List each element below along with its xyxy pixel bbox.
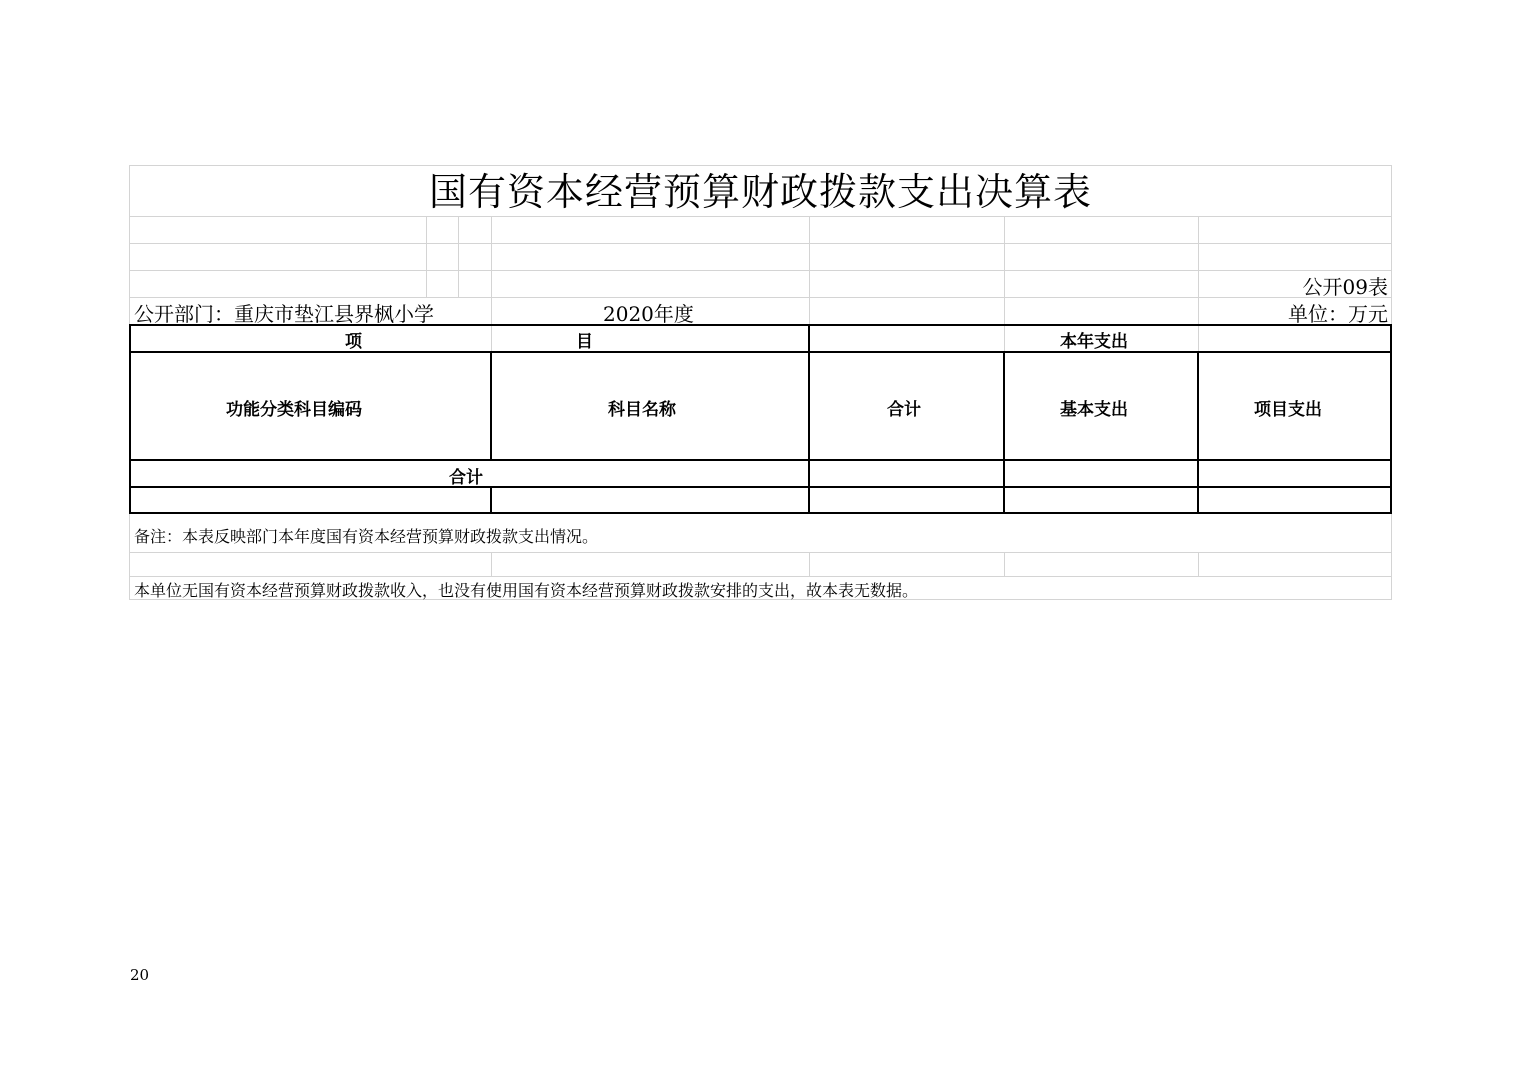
remark-note: 备注：本表反映部门本年度国有资本经营预算财政拨款支出情况。 (134, 527, 599, 546)
table-border (808, 324, 810, 514)
table-border (490, 486, 492, 513)
column-code: 功能分类科目编码 (226, 400, 362, 420)
header-current-year: 本年支出 (1060, 332, 1128, 352)
grid-line (1198, 552, 1199, 576)
table-border (129, 351, 1392, 353)
header-item-left: 项 (345, 332, 362, 352)
grid-line (129, 243, 1392, 244)
grid-line (129, 216, 1392, 217)
grid-line (1004, 552, 1005, 576)
page-number: 20 (130, 966, 150, 984)
table-border (129, 324, 1392, 326)
report-year: 2020年度 (603, 302, 694, 326)
table-border (1197, 351, 1199, 513)
report-title: 国有资本经营预算财政拨款支出决算表 (428, 170, 1092, 214)
table-border (129, 512, 1392, 514)
column-project: 项目支出 (1254, 400, 1322, 420)
header-item-right: 目 (576, 332, 593, 352)
table-border (490, 351, 492, 461)
table-code: 公开09表 (1302, 275, 1388, 299)
grid-line (458, 216, 459, 297)
column-total: 合计 (887, 400, 921, 420)
table-border (129, 486, 1392, 488)
grid-line (129, 576, 1392, 577)
grid-line (426, 216, 427, 297)
grid-line (1004, 216, 1005, 351)
column-name: 科目名称 (608, 400, 676, 420)
grid-line (809, 552, 810, 576)
table-border (1003, 351, 1005, 513)
grid-line (1198, 216, 1199, 351)
table-border (129, 324, 131, 514)
total-row-label: 合计 (449, 468, 483, 488)
department-label: 公开部门：重庆市垫江县界枫小学 (134, 302, 434, 326)
explanation-note: 本单位无国有资本经营预算财政拨款收入，也没有使用国有资本经营预算财政拨款安排的支出，故本表无数据。 (134, 581, 919, 600)
table-border (1390, 324, 1392, 514)
grid-line (129, 270, 1392, 271)
grid-line (491, 216, 492, 351)
column-basic: 基本支出 (1060, 400, 1128, 420)
table-border (129, 459, 1392, 461)
grid-line (129, 552, 1392, 553)
unit-label: 单位：万元 (1288, 302, 1388, 326)
grid-line (491, 552, 492, 576)
